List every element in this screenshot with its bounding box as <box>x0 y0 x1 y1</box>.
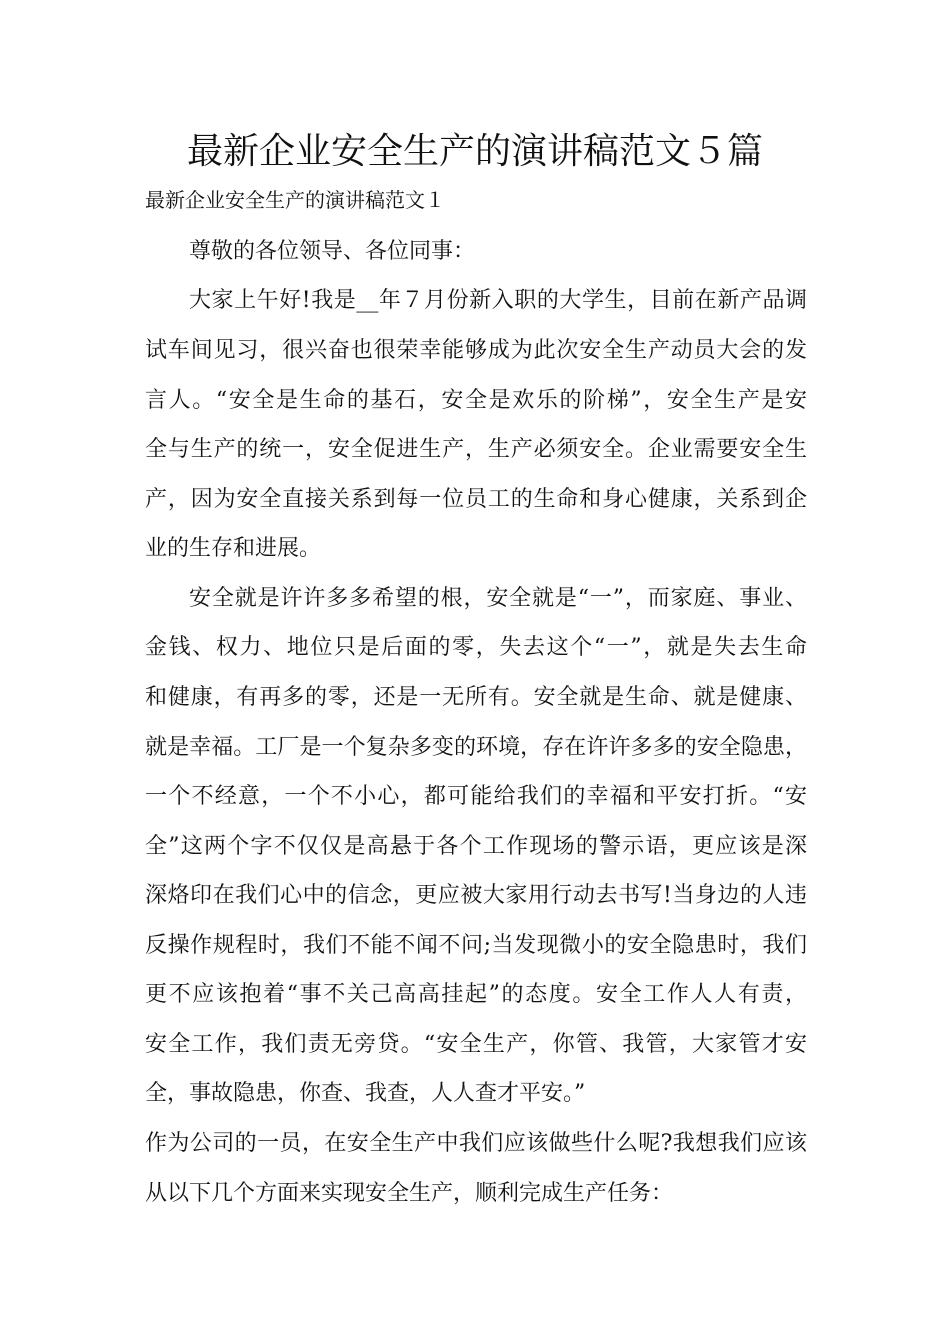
paragraph-line: 安全就是许许多多希望的根，安全就是“一”，而家庭、事业、 <box>189 586 807 611</box>
paragraph-line: 大家上午好!我是__年７月份新入职的大学生，目前在新产品调 <box>189 288 807 313</box>
paragraph-line: 更不应该抱着“事不关己高高挂起”的态度。安全工作人人有责， <box>145 982 807 1007</box>
paragraph-line: 反操作规程时，我们不能不闻不问;当发现微小的安全隐患时，我们 <box>145 933 807 958</box>
salutation-line: 尊敬的各位领导、各位同事： <box>189 239 476 264</box>
paragraph-line: 深烙印在我们心中的信念，更应被大家用行动去书写!当身边的人违 <box>145 883 807 908</box>
paragraph-line: 安全工作，我们责无旁贷。“安全生产，你管、我管，大家管才安 <box>145 1032 807 1057</box>
paragraph-line: 试车间见习，很兴奋也很荣幸能够成为此次安全生产动员大会的发 <box>145 338 807 363</box>
document-title: 最新企业安全生产的演讲稿范文５篇 <box>186 131 763 172</box>
paragraph-line: 全，事故隐患，你查、我查，人人查才平安。” <box>145 1081 586 1106</box>
paragraph-line: 金钱、权力、地位只是后面的零，失去这个“一”，就是失去生命 <box>145 635 807 660</box>
paragraph-line: 全”这两个字不仅仅是高悬于各个工作现场的警示语，更应该是深 <box>145 834 807 859</box>
paragraph-line: 从以下几个方面来实现安全生产，顺利完成生产任务： <box>145 1181 674 1206</box>
paragraph-line: 作为公司的一员，在安全生产中我们应该做些什么呢?我想我们应该 <box>145 1131 807 1156</box>
paragraph-line: 一个不经意，一个不小心，都可能给我们的幸福和平安打折。“安 <box>145 784 807 809</box>
paragraph-line: 就是幸福。工厂是一个复杂多变的环境，存在许许多多的安全隐患， <box>145 735 807 760</box>
paragraph-line: 产，因为安全直接关系到每一位员工的生命和身心健康，关系到企 <box>145 487 807 512</box>
section-heading: 最新企业安全生产的演讲稿范文１ <box>145 188 445 212</box>
paragraph-line: 全与生产的统一，安全促进生产，生产必须安全。企业需要安全生 <box>145 437 807 462</box>
paragraph-line: 言人。“安全是生命的基石，安全是欢乐的阶梯”，安全生产是安 <box>145 388 807 413</box>
paragraph-line: 和健康，有再多的零，还是一无所有。安全就是生命、就是健康、 <box>145 685 807 710</box>
paragraph-line: 业的生存和进展。 <box>145 536 322 561</box>
